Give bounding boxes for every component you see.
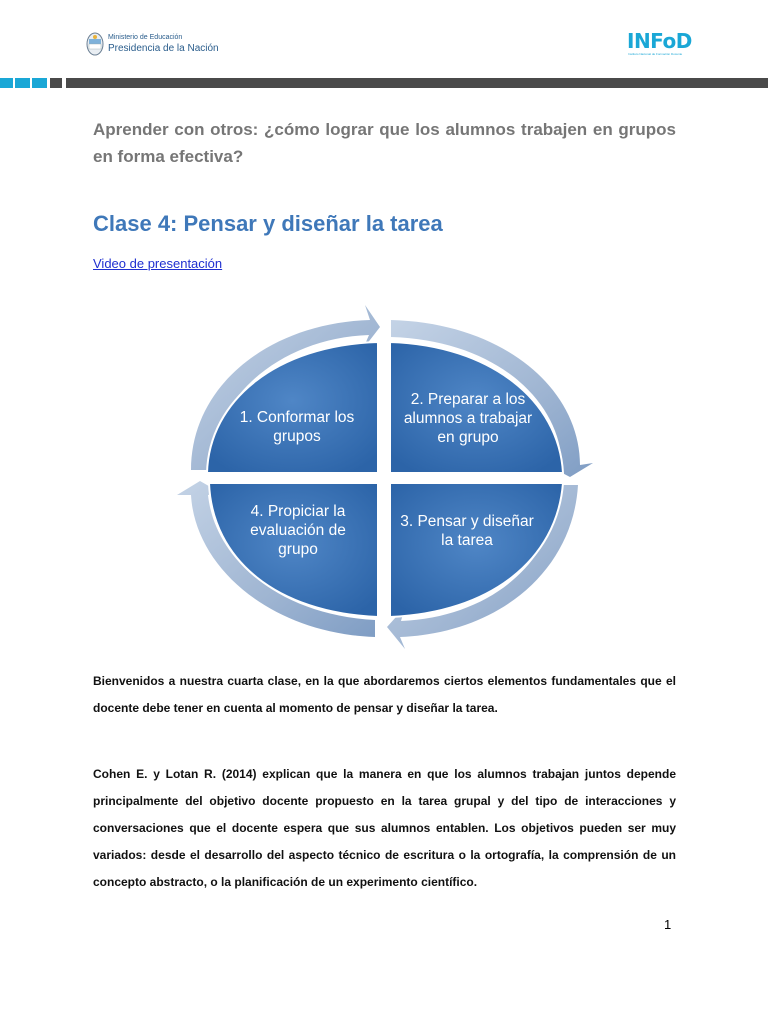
cycle-diagram [175, 305, 595, 650]
page-number: 1 [664, 917, 672, 932]
class-heading: Clase 4: Pensar y diseñar la tarea [93, 211, 443, 236]
step-3-label: 3. Pensar y diseñar la tarea [400, 513, 534, 549]
infod-logo-text: INFoD [627, 29, 692, 53]
paragraph-intro: Bienvenidos a nuestra cuarta clase, en la que abordaremos ciertos elementos fundamentales que el docente debe tener en cuenta al momento de pensar y diseñar la tarea. [93, 674, 676, 715]
bar-segment [50, 78, 62, 88]
video-presentation-link[interactable]: Video de presentación [93, 256, 223, 271]
national-seal-icon [86, 32, 104, 56]
step-2-label: 2. Preparar a los alumnos a trabajar en grupo [403, 391, 533, 446]
step-4-label: 4. Propiciar la evaluación de grupo [250, 503, 346, 558]
infod-logo-subtitle: Instituto Nacional de Formación Docente [628, 52, 683, 56]
document-title: Aprender con otros: ¿cómo lograr que los alumnos trabajen en grupos en forma efectiva? [93, 120, 676, 166]
cycle-diagram-graphic [175, 305, 595, 650]
paragraph-cohen-lotan: Cohen E. y Lotan R. (2014) explican que la manera en que los alumnos trabajan juntos depende principalmente del objetivo docente propuesto en la tarea grupal y del tipo de interacciones y conversaciones que el docente espera que sus alumnos entablen. Los objetivos pueden ser muy variados: desde el desarrollo del aspecto técnico de escritura o la ortografía, la comprensión de un concepto abstracto, o la planificación de un experimento científico. [93, 767, 676, 889]
step-1-label: 1. Conformar los grupos [239, 409, 355, 445]
bar-segment [32, 78, 47, 88]
bar-segment [0, 78, 13, 88]
presidency-name: Presidencia de la Nación [108, 43, 219, 54]
bar-segment [66, 78, 768, 88]
header-divider-bar [0, 78, 768, 88]
cycle-arrow-ring [177, 305, 593, 649]
quadrant-3 [390, 483, 563, 617]
bar-segment [15, 78, 30, 88]
infod-logo [627, 30, 707, 58]
ministry-logo [86, 32, 226, 58]
ministry-name: Ministerio de Educación [108, 34, 183, 41]
